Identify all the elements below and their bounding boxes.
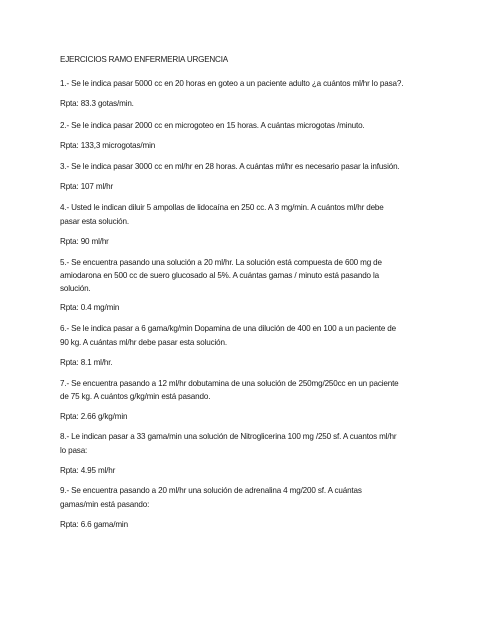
- exercise-7-answer: Rpta: 2.66 g/kg/min: [60, 412, 128, 421]
- exercise-5-question-line-3: solución.: [60, 284, 91, 293]
- exercise-8-question-line-1: 8.- Le indican pasar a 33 gama/min una solución de Nitroglicerina 100 mg /250 sf. A cuantos ml/hr: [60, 432, 397, 441]
- exercise-1-question-line-1: 1.- Se le indica pasar 5000 cc en 20 horas en goteo a un paciente adulto ¿a cuántos ml/hr lo pasa?.: [60, 79, 404, 88]
- exercise-7-question-line-2: de 75 kg. A cuántos g/kg/min está pasando.: [60, 392, 211, 401]
- exercise-4-question-line-1: 4.- Usted le indican diluir 5 ampollas de lidocaína en 250 cc. A 3 mg/min. A cuántos ml/hr debe: [60, 203, 384, 212]
- exercise-4-question-line-2: pasar esta solución.: [60, 217, 129, 226]
- exercise-5-answer: Rpta: 0.4 mg/min: [60, 303, 120, 312]
- exercise-7-question-line-1: 7.- Se encuentra pasando a 12 ml/hr dobutamina de una solución de 250mg/250cc en un paciente: [60, 379, 399, 388]
- exercise-3-answer: Rpta: 107 ml/hr: [60, 182, 114, 191]
- exercise-8-question-line-2: lo pasa:: [60, 446, 88, 455]
- exercise-1-answer: Rpta: 83.3 gotas/min.: [60, 99, 134, 108]
- exercise-9-question-line-1: 9.- Se encuentra pasando a 20 ml/hr una solución de adrenalina 4 mg/200 sf. A cuántas: [60, 486, 362, 495]
- exercise-2-question-line-1: 2.- Se le indica pasar 2000 cc en microgoteo en 15 horas. A cuántas microgotas /minuto.: [60, 121, 365, 130]
- exercise-3-question-line-1: 3.- Se le indica pasar 3000 cc en ml/hr en 28 horas. A cuántas ml/hr es necesario pasar la infusión.: [60, 162, 400, 171]
- document-title: EJERCICIOS RAMO ENFERMERIA URGENCIA: [60, 55, 228, 64]
- exercise-9-answer: Rpta: 6.6 gama/min: [60, 520, 128, 529]
- exercise-8-answer: Rpta: 4.95 ml/hr: [60, 466, 116, 475]
- exercise-6-question-line-2: 90 kg. A cuántas ml/hr debe pasar esta solución.: [60, 338, 227, 347]
- exercise-6-answer: Rpta: 8.1 ml/hr.: [60, 358, 113, 367]
- exercise-6-question-line-1: 6.- Se le indica pasar a 6 gama/kg/min Dopamina de una dilución de 400 en 100 a un paciente de: [60, 324, 396, 333]
- exercise-5-question-line-1: 5.- Se encuentra pasando una solución a 20 ml/hr. La solución está compuesta de 600 mg de: [60, 258, 382, 267]
- exercise-2-answer: Rpta: 133,3 microgotas/min: [60, 141, 156, 150]
- exercise-5-question-line-2: amiodarona en 500 cc de suero glucosado al 5%. A cuántas gamas / minuto está pasando la: [60, 271, 380, 280]
- exercise-9-question-line-2: gamas/min está pasando:: [60, 500, 150, 509]
- exercise-4-answer: Rpta: 90 ml/hr: [60, 237, 109, 246]
